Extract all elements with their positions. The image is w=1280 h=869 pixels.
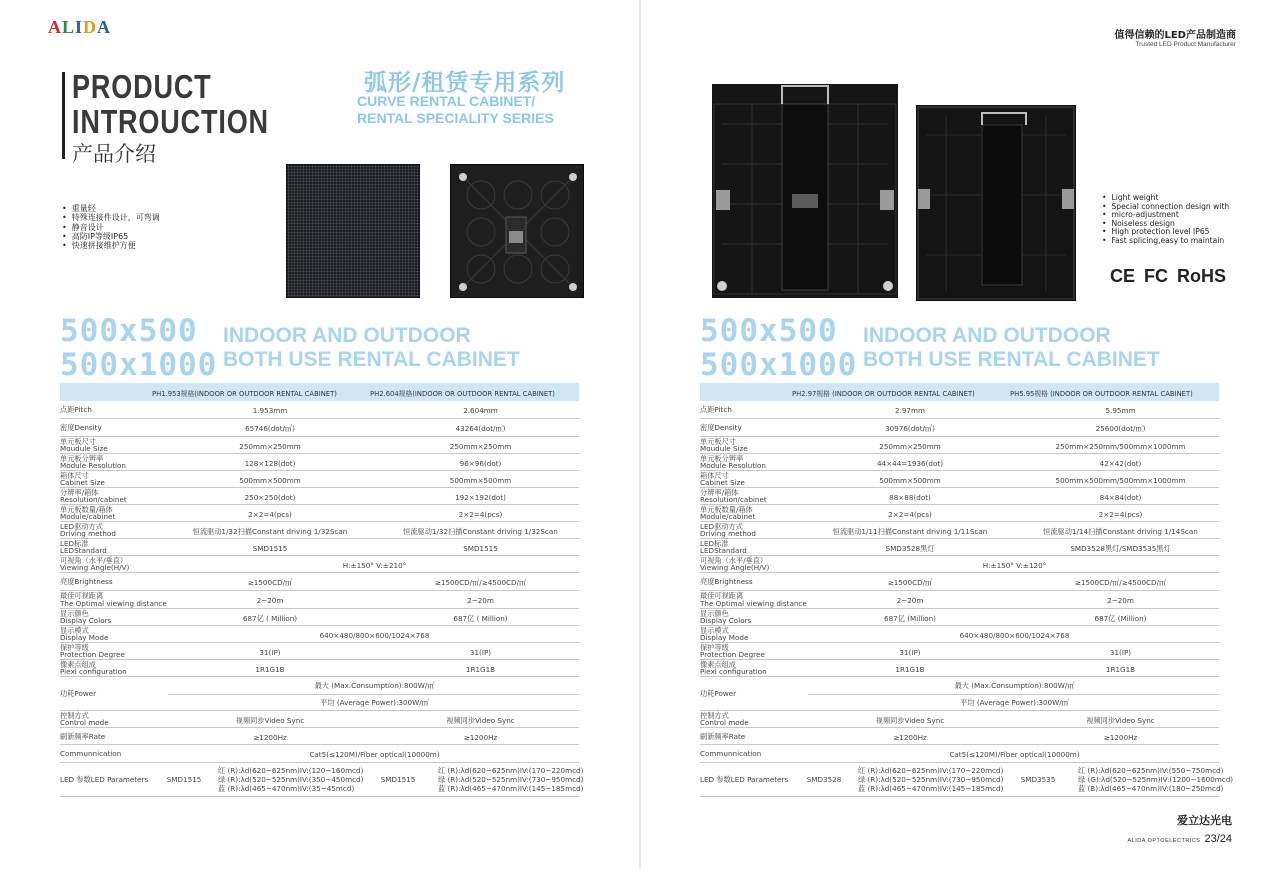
led-param: 红 (R):λd(620~625nm)IV:(550~750mcd) — [1078, 766, 1224, 775]
table-row — [60, 660, 579, 677]
table-row — [60, 454, 579, 471]
row-label-en: Piexl configuration — [60, 667, 127, 676]
table-row — [700, 711, 1219, 728]
cell-value: ≥1200Hz — [1103, 732, 1138, 742]
cell-value: 2.97mm — [894, 406, 925, 415]
row-label — [60, 506, 115, 521]
row-label — [60, 455, 126, 470]
cell-value: 2~20m — [467, 596, 494, 605]
row-label — [60, 610, 111, 625]
footer-brand-cn: 爱立达光电 — [1177, 814, 1232, 827]
size-500x500: 500x500 — [60, 313, 198, 349]
cell-value-merged: Cat5(≤120M)/Fiber optical(10000m) — [949, 750, 1080, 759]
led-param: 红 (R):λd(620~625nm)IV:(170~220mcd) — [438, 766, 584, 775]
table-row — [700, 609, 1219, 626]
table-row — [60, 488, 579, 505]
smd-model: SMD3528 — [806, 775, 842, 784]
cell-value: ≥1200Hz — [893, 732, 927, 742]
cell-value: 25600(dot/㎡) — [1095, 424, 1146, 433]
led-param: 红 (R):λd(620~625nm)IV:(170~220mcd) — [858, 766, 1004, 775]
row-label — [60, 644, 125, 659]
table-row — [60, 711, 579, 728]
cell-value: 1R1G1B — [255, 664, 285, 674]
cell-value: 250mm×250mm/500mm×1000mm — [1055, 441, 1186, 451]
row-label-en: The Optimal viewing distance — [60, 598, 167, 608]
table-row — [700, 763, 1234, 797]
row-label — [700, 438, 748, 453]
table-row — [60, 626, 579, 643]
feature-item: • 特殊连接件设计，可弯调 — [62, 213, 160, 222]
row-label-en: LEDStandard — [700, 546, 747, 555]
row-label-cn: 显示颜色 — [60, 608, 89, 618]
cabinet-photo-1 — [712, 84, 898, 298]
feature-item: • 重量轻 — [62, 204, 160, 213]
row-label — [700, 472, 745, 487]
table-row — [700, 591, 1219, 609]
cell-value: 视频同步Video Sync — [875, 715, 945, 725]
row-label — [700, 712, 749, 727]
row-label-cn: 单元板分辨率 — [60, 453, 104, 463]
row-label-en: Moudule Size — [700, 444, 748, 453]
row-label-cn: 箱体尺寸 — [700, 470, 729, 480]
table-row — [60, 437, 579, 454]
cell-value: 687亿 (Million) — [1094, 613, 1147, 623]
row-label-en: Piexl configuration — [700, 667, 767, 676]
row-label — [60, 540, 107, 555]
row-label-en: Driving method — [700, 529, 756, 538]
cell-value: 1R1G1B — [1105, 664, 1136, 674]
row-label-cn: 像素点组成 — [60, 659, 96, 669]
cell-value: 96×96(dot) — [459, 458, 502, 468]
table-row — [700, 437, 1219, 454]
cell-value: 2~20m — [256, 596, 284, 605]
cell-value: ≥1500CD/㎡/≥4500CD/㎡ — [1074, 578, 1167, 587]
table-row — [700, 643, 1219, 660]
table-row — [60, 591, 579, 609]
table-row — [700, 488, 1219, 505]
table-row — [60, 471, 579, 488]
row-label — [60, 523, 116, 538]
cell-value: 500mm×500mm — [879, 475, 941, 485]
row-label: Communnication — [700, 749, 762, 758]
row-label: 刷新频率Rate — [60, 731, 106, 741]
row-label-en: Driving method — [60, 529, 116, 538]
cell-value: 5.95mm — [1105, 406, 1136, 415]
cell-value: 687亿 ( Million) — [453, 613, 508, 623]
cell-value-merged: 640×480/800×600/1024×768 — [319, 630, 430, 640]
table-row — [60, 643, 579, 660]
row-label — [700, 592, 807, 607]
feature-item: • Noiseless design — [1102, 220, 1229, 229]
cell-value: 30976(dot/㎡) — [885, 424, 935, 433]
led-module-front-photo — [286, 164, 420, 298]
cell-value: 500mm×500mm — [239, 475, 301, 485]
feature-item: • micro-adjustment — [1102, 211, 1229, 220]
page-footer — [1127, 811, 1232, 847]
cell-value: 500mm×500mm/500mm×1000mm — [1055, 475, 1186, 485]
row-label: LED 参数LED Parameters — [700, 775, 789, 784]
cell-value: SMD3528黑灯 — [885, 543, 935, 553]
row-label-cn: 分辨率/箱体 — [700, 487, 739, 497]
cell-value: 88×88(dot) — [889, 492, 931, 502]
feature-item: • Special connection design with — [1102, 203, 1229, 212]
row-label: 密度Density — [60, 423, 102, 432]
cell-value: 128×128(dot) — [244, 458, 296, 468]
row-label-en: The Optimal viewing distance — [700, 598, 807, 608]
row-label-en: Moudule Size — [60, 444, 108, 453]
row-label-en: Viewing Angle(H/V) — [700, 563, 770, 572]
table-row — [60, 609, 579, 626]
size-500x500: 500x500 — [700, 313, 838, 349]
led-param: 蓝 (R):λd(465~470nm)IV:(145~185mcd) — [858, 784, 1004, 793]
led-param: 蓝 (R):λd(465~470nm)IV:(35~45mcd) — [218, 784, 355, 793]
cell-value: 84×84(dot) — [1099, 492, 1142, 502]
cell-value: 687亿 (Million) — [884, 613, 936, 623]
row-label-cn: 单元板数量/箱体 — [700, 504, 753, 514]
product-intro-cn: 产品介绍 — [72, 142, 156, 166]
row-label-cn: 最佳可视距离 — [700, 591, 744, 600]
row-label-en: Cabinet Size — [60, 478, 105, 487]
table-row — [700, 505, 1219, 522]
row-divider — [808, 694, 1219, 695]
row-label: 点距Pitch — [60, 405, 92, 414]
row-label: 点距Pitch — [700, 405, 732, 414]
cell-value: SMD3528黑灯/SMD3535黑灯 — [1070, 543, 1171, 553]
cell-value: 500mm×500mm — [449, 475, 512, 485]
row-label-cn: 显示模式 — [60, 625, 89, 635]
row-label — [60, 472, 105, 487]
header-col1: PH1.953规格(INDOOR OR OUTDOOR RENTAL CABINET) — [152, 390, 337, 398]
row-label-cn: 单元板分辨率 — [700, 453, 744, 463]
cell-value: 恒流驱动1/32扫描Constant driving 1/32Scan — [192, 526, 348, 536]
cell-value: 31(IP) — [899, 647, 921, 657]
cell-value: ≥1200Hz — [253, 732, 287, 742]
row-label — [700, 627, 748, 642]
row-label-cn: 分辨率/箱体 — [60, 487, 99, 497]
headline-line1: INDOOR AND OUTDOOR — [863, 324, 1111, 347]
row-label: Communnication — [60, 749, 122, 758]
cell-value: 192×192(dot) — [455, 492, 506, 502]
row-label — [700, 610, 751, 625]
row-label-en: Module Resolution — [700, 461, 766, 470]
led-module-back-photo — [450, 164, 584, 298]
table-row — [60, 401, 579, 419]
cell-value: 250mm×250mm — [449, 441, 512, 451]
cell-value: 2.604mm — [463, 406, 498, 415]
row-label-en: Control mode — [60, 718, 109, 727]
smd-model: SMD3535 — [1020, 775, 1056, 784]
cell-value-merged: 640×480/800×600/1024×768 — [959, 630, 1070, 640]
cell-value: 2×2=4(pcs) — [888, 509, 932, 519]
cell-value: 43264(dot/㎡) — [455, 424, 506, 433]
table-row — [60, 677, 579, 711]
feature-item: • 静音设计 — [62, 223, 160, 232]
cell-value-merged: Cat5(≤120M)/Fiber optical(10000m) — [309, 750, 440, 759]
feature-item: • 高防IP等级IP65 — [62, 232, 160, 241]
power-max: 最大 (Max.Consumption):800W/㎡ — [314, 681, 435, 690]
features-en-list — [1102, 194, 1229, 245]
footer-brand-en: ALIDA OPTOELECTRICS — [1127, 838, 1201, 844]
ce-mark-icon: CE — [1110, 266, 1136, 286]
row-label — [60, 592, 167, 607]
table-header — [60, 383, 579, 401]
table-row — [60, 745, 579, 763]
row-label — [700, 557, 769, 572]
row-label — [60, 627, 108, 642]
cell-value: 31(IP) — [259, 647, 281, 657]
power-avg: 平均 (Average Power):300W/㎡ — [320, 698, 429, 707]
row-label-cn: 可视角（水平/垂直） — [700, 555, 768, 565]
table-row — [700, 556, 1219, 573]
row-label-en: Control mode — [700, 718, 749, 727]
row-label — [700, 506, 755, 521]
series-title-cn: 弧形/租赁专用系列 — [364, 70, 566, 96]
row-label-en: Protection Degree — [700, 650, 765, 659]
cell-value: 2×2=4(pcs) — [248, 509, 292, 519]
cell-value: 视频同步Video Sync — [446, 715, 515, 725]
row-label-cn: 单元板尺寸 — [60, 436, 96, 446]
cell-value: 恒流驱动1/32扫描Constant driving 1/32Scan — [403, 526, 558, 536]
header-col2: PH2.604规格(INDOOR OR OUTDOOR RENTAL CABINET) — [370, 390, 555, 398]
spec-table-left — [60, 383, 584, 803]
row-label-cn: 箱体尺寸 — [60, 470, 89, 480]
row-label-en: Display Colors — [700, 616, 752, 625]
power-avg: 平均 (Average Power):300W/㎡ — [960, 698, 1069, 707]
row-label — [60, 489, 127, 504]
row-label-en: Resolution/cabinet — [60, 495, 127, 504]
row-label-cn: 控制方式 — [700, 710, 729, 720]
table-row — [700, 745, 1219, 763]
led-param: 蓝 (R):λd(465~470nm)IV:(145~185mcd) — [438, 784, 584, 793]
table-row — [60, 419, 579, 437]
row-label-en: LEDStandard — [60, 546, 107, 555]
cell-value: 恒流驱动1/11扫描Constant driving 1/11Scan — [832, 526, 988, 536]
table-row — [60, 539, 579, 556]
led-param: 蓝 (B):λd(465~470nm)IV:(180~250mcd) — [1078, 784, 1224, 793]
title-bar-decoration — [62, 72, 65, 159]
row-label — [60, 661, 127, 676]
row-label — [700, 455, 766, 470]
row-label-cn: 单元板尺寸 — [700, 436, 736, 446]
row-label: 功耗Power — [700, 689, 737, 698]
row-divider — [168, 694, 579, 695]
cell-value-merged: H:±150° V:±210° — [342, 560, 407, 570]
cell-value: 44×44=1936(dot) — [876, 458, 943, 468]
row-label — [60, 712, 109, 727]
cell-value: 1R1G1B — [465, 664, 496, 674]
row-label-cn: 可视角（水平/垂直） — [60, 555, 128, 565]
headline-line2: BOTH USE RENTAL CABINET — [223, 348, 520, 371]
row-label-en: Module/cabinet — [700, 512, 756, 521]
cell-value: 2~20m — [1107, 596, 1134, 605]
table-row — [700, 419, 1219, 437]
cell-value: ≥1200Hz — [463, 732, 498, 742]
cell-value: 1.953mm — [252, 406, 288, 415]
table-row — [60, 505, 579, 522]
row-label-cn: LED驱动方式 — [60, 521, 103, 531]
cell-value: 2~20m — [896, 596, 924, 605]
led-param: 绿 (G):λd(520~525nm)IV:(1200~1600mcd) — [1078, 775, 1234, 784]
table-header — [700, 383, 1219, 401]
header-col1: PH2.97规格 (INDOOR OR OUTDOOR RENTAL CABINET) — [792, 390, 975, 398]
feature-item: • 快速拼接维护方便 — [62, 241, 160, 250]
cell-value: 250mm×250mm — [879, 441, 941, 451]
table-row — [60, 522, 579, 539]
headline-line1: INDOOR AND OUTDOOR — [223, 324, 471, 347]
cell-value: SMD1515 — [252, 543, 288, 553]
cell-value: 42×42(dot) — [1099, 458, 1142, 468]
table-row — [60, 763, 584, 797]
row-label — [700, 661, 767, 676]
row-label-cn: 显示模式 — [700, 625, 729, 635]
cell-value: 65746(dot/㎡) — [245, 424, 295, 433]
cell-value: 1R1G1B — [895, 664, 925, 674]
row-label-en: Cabinet Size — [700, 478, 745, 487]
table-row — [700, 454, 1219, 471]
led-param: 绿 (R):λd(520~525nm)IV:(730~950mcd) — [438, 775, 584, 784]
table-row — [60, 728, 579, 745]
table-row — [60, 573, 579, 591]
cabinet-photo-2 — [916, 105, 1076, 301]
row-label: 密度Density — [700, 423, 742, 432]
cell-value: 687亿 ( Million) — [242, 613, 298, 623]
table-row — [60, 556, 579, 573]
led-param: 红 (R):λd(620~625nm)IV:(120~160mcd) — [218, 766, 364, 775]
row-label: LED 参数LED Parameters — [60, 775, 149, 784]
feature-item: • Fast splicing,easy to maintain — [1102, 237, 1229, 246]
cell-value: 250×250(dot) — [244, 492, 296, 502]
table-row — [700, 522, 1219, 539]
row-label-en: Protection Degree — [60, 650, 125, 659]
row-label: 亮度Brightness — [700, 577, 753, 586]
row-label-cn: 保护等级 — [60, 642, 89, 652]
size-500x1000: 500x1000 — [60, 347, 218, 383]
row-label-cn: 保护等级 — [700, 642, 729, 652]
feature-item: • Light weight — [1102, 194, 1229, 203]
row-label-cn: 单元板数量/箱体 — [60, 504, 113, 514]
row-label — [700, 540, 747, 555]
cell-value: ≥1500CD/㎡ — [887, 578, 933, 587]
smd-model: SMD1515 — [380, 775, 416, 784]
table-row — [700, 677, 1219, 711]
table-row — [700, 573, 1219, 591]
rohs-mark-icon: RoHS — [1177, 266, 1227, 286]
row-label: 刷新频率Rate — [700, 731, 746, 741]
cell-value: 31(IP) — [469, 647, 492, 657]
row-label — [700, 523, 756, 538]
right-page — [640, 0, 1280, 869]
row-label — [700, 644, 765, 659]
cell-value: 恒流驱动1/14扫描Constant driving 1/14Scan — [1043, 526, 1198, 536]
certification-marks — [1110, 266, 1226, 287]
table-row — [700, 539, 1219, 556]
row-label-cn: LED驱动方式 — [700, 521, 743, 531]
cell-value: 250mm×250mm — [239, 441, 301, 451]
features-cn-list — [62, 204, 160, 250]
row-label-en: Module Resolution — [60, 461, 126, 470]
series-title-en: CURVE RENTAL CABINET/ RENTAL SPECIALITY SERIES — [357, 93, 554, 126]
row-label-en: Resolution/cabinet — [700, 495, 767, 504]
table-row — [700, 728, 1219, 745]
cell-value: 视频同步Video Sync — [1086, 715, 1155, 725]
size-500x1000: 500x1000 — [700, 347, 858, 383]
row-label-en: Display Mode — [60, 633, 109, 642]
headline-line2: BOTH USE RENTAL CABINET — [863, 348, 1160, 371]
row-label — [700, 489, 767, 504]
led-param: 绿 (R):λd(520~525nm)IV:(350~450mcd) — [218, 775, 364, 784]
table-row — [700, 471, 1219, 488]
cell-value: ≥1500CD/㎡/≥4500CD/㎡ — [434, 578, 527, 587]
cell-value: 视频同步Video Sync — [235, 715, 305, 725]
row-label — [60, 557, 129, 572]
table-row — [700, 401, 1219, 419]
row-label — [60, 438, 108, 453]
row-label-cn: LED标准 — [700, 538, 729, 548]
row-label-cn: LED标准 — [60, 538, 89, 548]
row-label: 亮度Brightness — [60, 577, 113, 586]
row-label-en: Display Colors — [60, 616, 112, 625]
fcc-mark-icon: FC — [1144, 266, 1169, 286]
cell-value: 31(IP) — [1109, 647, 1132, 657]
row-label-en: Display Mode — [700, 633, 749, 642]
spec-table-right — [700, 383, 1234, 803]
row-label-en: Viewing Angle(H/V) — [60, 563, 130, 572]
row-label-cn: 最佳可视距离 — [60, 591, 104, 600]
power-max: 最大 (Max.Consumption):800W/㎡ — [954, 681, 1075, 690]
brand-logo: ALIDA — [48, 17, 112, 37]
page-number: 23/24 — [1204, 833, 1232, 845]
led-param: 绿 (R):λd(520~525nm)IV:(730~950mcd) — [858, 775, 1004, 784]
header-col2: PH5.95规格 (INDOOR OR OUTDOOR RENTAL CABINET) — [1010, 390, 1193, 398]
feature-item: • High protection level IP65 — [1102, 228, 1229, 237]
table-row — [700, 660, 1219, 677]
row-label-cn: 像素点组成 — [700, 659, 736, 669]
smd-model: SMD1515 — [166, 775, 202, 784]
cell-value: ≥1500CD/㎡ — [247, 578, 293, 587]
cell-value: 2×2=4(pcs) — [1098, 509, 1143, 519]
row-label-en: Module/cabinet — [60, 512, 116, 521]
cell-value-merged: H:±150° V:±120° — [982, 560, 1047, 570]
cell-value: 2×2=4(pcs) — [458, 509, 503, 519]
row-label-cn: 控制方式 — [60, 710, 89, 720]
row-label-cn: 显示颜色 — [700, 608, 729, 618]
row-label: 功耗Power — [60, 689, 97, 698]
cell-value: SMD1515 — [463, 543, 498, 553]
product-intro-title: PRODUCT INTROUCTION — [72, 68, 269, 140]
top-right-tagline: 值得信赖的LED产品制造商 Trusted LED Product Manufacturer — [1114, 30, 1236, 48]
table-row — [700, 626, 1219, 643]
